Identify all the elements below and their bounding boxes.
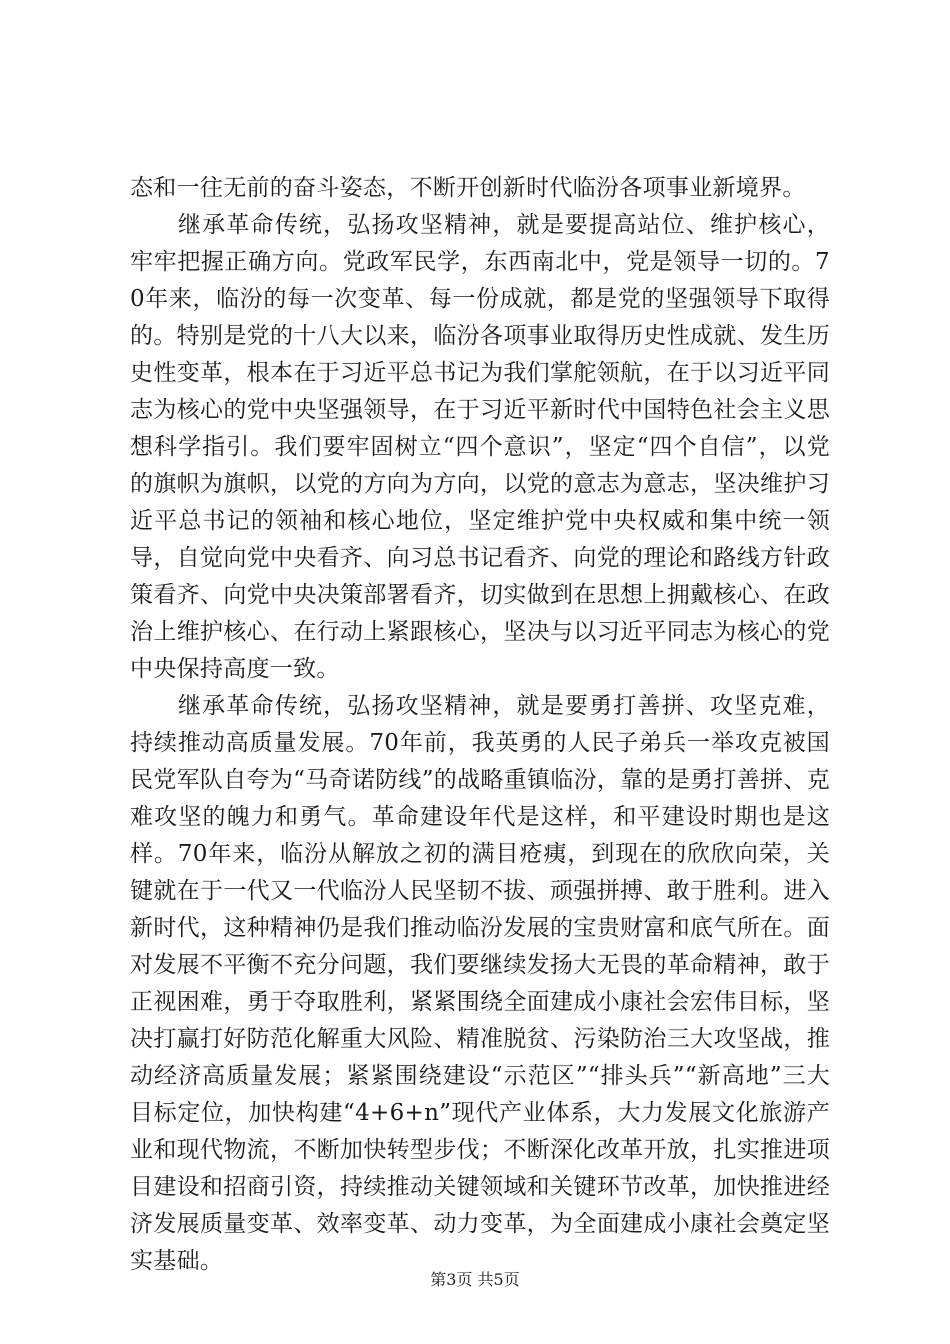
paragraph-high-quality-development: 继承革命传统，弘扬攻坚精神，就是要勇打善拼、攻坚克难，持续推动高质量发展。70年前，我英勇的人民子弟兵一举攻克被国民党军队自夸为“马奇诺防线”的战略重镇临汾，靠的是勇打善拼、克难攻坚的魄力和勇气。革命建设年代是这样，和平建设时期也是这样。70年来，临汾从解放之初的满目疮痍，到现在的欣欣向荣，关键就在于一代又一代临汾人民坚韧不拔、顽强拼搏、敢于胜利。进入新时代，这种精神仍是我们推动临汾发展的宝贵财富和底气所在。面对发展不平衡不充分问题，我们要继续发扬大无畏的革命精神，敢于正视困难，勇于夺取胜利，紧紧围绕全面建成小康社会宏伟目标，坚决打赢打好防范化解重大风险、精准脱贫、污染防治三大攻坚战，推动经济高质量发展；紧紧围绕建设“示范区”“排头兵”“新高地”三大目标定位，加快构建“4+6+n”现代产业体系，大力发展文化旅游产业和现代物流，不断加快转型步伐；不断深化改革开放，扎实推进项目建设和招商引资，持续推动关键领域和关键环节改革，加快推进经济发展质量变革、效率变革、动力变革，为全面建成小康社会奠定坚实基础。 <box>130 693 830 1274</box>
document-body <box>130 170 830 1280</box>
page-footer: 第3页 共5页 <box>430 1270 520 1289</box>
paragraph-continuation: 态和一往无前的奋斗姿态，不断开创新时代临汾各项事业新境界。 <box>130 175 806 201</box>
paragraph-core-leadership: 继承革命传统，弘扬攻坚精神，就是要提高站位、维护核心，牢牢把握正确方向。党政军民学，东西南北中，党是领导一切的。70年来，临汾的每一次变革、每一份成就，都是党的坚强领导下取得的。特别是党的十八大以来，临汾各项事业取得历史性成就、发生历史性变革，根本在于习近平总书记为我们掌舵领航，在于以习近平同志为核心的党中央坚强领导，在于习近平新时代中国特色社会主义思想科学指引。我们要牢固树立“四个意识”，坚定“四个自信”，以党的旗帜为旗帜，以党的方向为方向，以党的意志为意志，坚决维护习近平总书记的领袖和核心地位，坚定维护党中央权威和集中统一领导，自觉向党中央看齐、向习总书记看齐、向党的理论和路线方针政策看齐、向党中央决策部署看齐，切实做到在思想上拥戴核心、在政治上维护核心、在行动上紧跟核心，坚决与以习近平同志为核心的党中央保持高度一致。 <box>130 212 830 682</box>
